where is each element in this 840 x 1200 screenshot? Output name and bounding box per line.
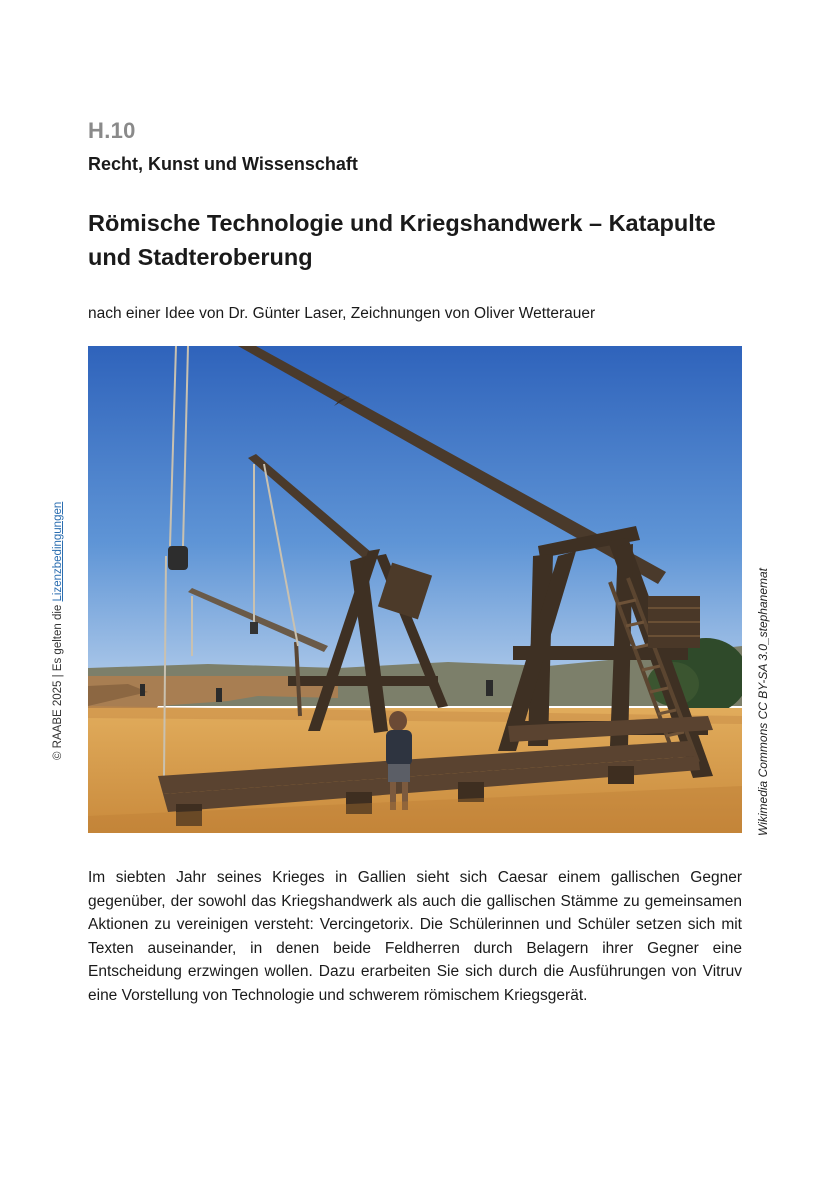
copyright-notice xyxy=(52,502,64,760)
trebuchet-photo xyxy=(88,346,742,833)
author-byline: nach einer Idee von Dr. Günter Laser, Zeichnungen von Oliver Wetterauer xyxy=(88,305,596,322)
section-title: Recht, Kunst und Wissenschaft xyxy=(88,154,358,174)
page-title: Römische Technologie und Kriegshandwerk – Katapulte und Stadteroberung xyxy=(88,210,716,270)
copyright-text: © RAABE 2025 | Es gelten die xyxy=(52,604,64,760)
intro-paragraph: Im siebten Jahr seines Krieges in Gallien sieht sich Caesar einem gallischen Gegner gegenüber, der sowohl das Kriegshandwerk als auch die gallischen Stämme zu gemeinsamen Aktionen zu vereinigen versteht: Vercingetorix. Die Schülerinnen und Schüler setzen sich mit Texten auseinander, in denen beide Feldherren durch Belagern ihrer Gegner eine Entscheidung erzwingen wollen. Dazu erarbeiten Sie sich durch die Ausführungen von Vitruv eine Vorstellung von Technologie und schwerem römischem Kriegsgerät. xyxy=(88,869,742,1004)
photo-credit: Wikimedia Commons CC BY-SA 3.0_stephanemat xyxy=(756,568,770,836)
license-link[interactable]: Lizenzbedingungen xyxy=(52,501,64,602)
document-code: H.10 xyxy=(88,118,136,143)
